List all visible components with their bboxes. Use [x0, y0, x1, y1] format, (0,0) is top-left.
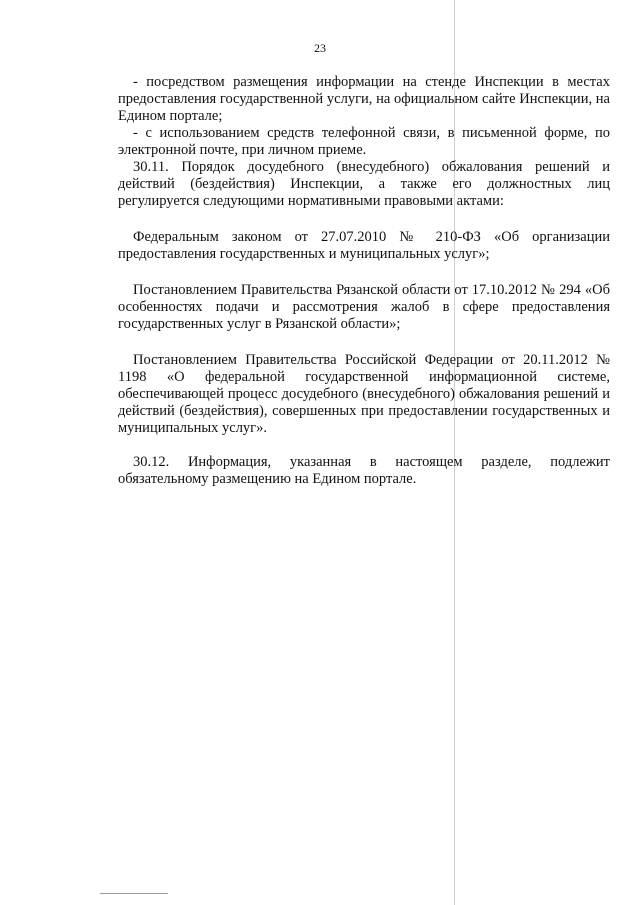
scan-edge-mark: [100, 893, 168, 894]
paragraph-30-11: 30.11. Порядок досудебного (внесудебного) обжалования решений и действий (бездействия) Инспекции, а также его должностных лиц регулируется следующими нормативными правовыми актами:: [118, 159, 610, 209]
page-number: 23: [314, 41, 326, 55]
paragraph-30-12: 30.12. Информация, указанная в настоящем разделе, подлежит обязательному размещению на Едином портале.: [118, 454, 610, 487]
paragraph-info-placement: - посредством размещения информации на стенде Инспекции в местах предоставления государственной услуги, на официальном сайте Инспекции, на Едином портале;: [118, 74, 610, 124]
paragraph-info-channels: - с использованием средств телефонной связи, в письменной форме, по электронной почте, при личном приеме.: [118, 125, 610, 158]
paragraph-ryazan-resolution: Постановлением Правительства Рязанской области от 17.10.2012 № 294 «Об особенностях подачи и рассмотрения жалоб в сфере предоставления государственных услуг в Рязанской области»;: [118, 282, 610, 332]
document-body: [118, 74, 610, 488]
paragraph-federal-law: Федеральным законом от 27.07.2010 № 210-ФЗ «Об организации предоставления государственных и муниципальных услуг»;: [118, 229, 610, 262]
paragraph-rf-resolution: Постановлением Правительства Российской Федерации от 20.11.2012 № 1198 «О федеральной государственной информационной системе, обеспечивающей процесс досудебного (внесудебного) обжалования решений и действий (бездействия), совершенных при предоставлении государственных и муниципальных услуг».: [118, 352, 610, 436]
